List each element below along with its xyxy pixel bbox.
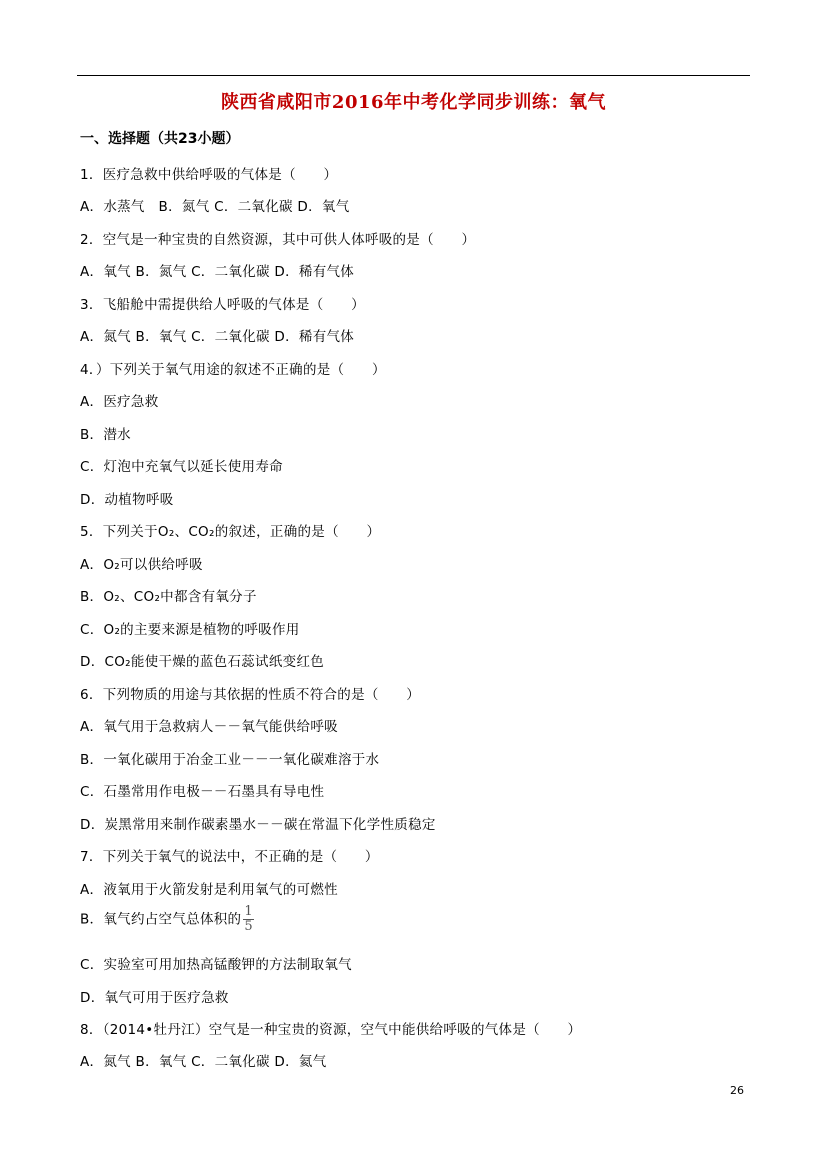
option-7d: D．氧气可用于医疗急救 <box>80 990 229 1006</box>
question-3: 3．飞船舱中需提供给人呼吸的气体是（ ） <box>80 297 365 313</box>
page-number: 26 <box>730 1084 744 1097</box>
document-title: 陕西省咸阳市2016年中考化学同步训练：氧气 <box>220 92 607 113</box>
fraction-denominator: 5 <box>244 919 253 934</box>
question-7: 7．下列关于氧气的说法中，不正确的是（ ） <box>80 849 379 865</box>
option-5a: A．O₂可以供给呼吸 <box>80 557 203 573</box>
option-7a: A．液氧用于火箭发射是利用氧气的可燃性 <box>80 882 338 898</box>
options-8: A．氮气 B．氧气 C．二氧化碳 D．氦气 <box>80 1054 327 1070</box>
option-6a: A．氧气用于急救病人－－氧气能供给呼吸 <box>80 719 338 735</box>
option-5d: D．CO₂能使干燥的蓝色石蕊试纸变红色 <box>80 654 325 670</box>
options-3: A．氮气 B．氧气 C．二氧化碳 D．稀有气体 <box>80 329 355 345</box>
option-4d: D．动植物呼吸 <box>80 492 174 508</box>
options-2: A．氧气 B．氮气 C．二氧化碳 D．稀有气体 <box>80 264 355 280</box>
option-4a: A．医疗急救 <box>80 394 159 410</box>
option-7b <box>80 905 254 934</box>
question-6: 6．下列物质的用途与其依据的性质不符合的是（ ） <box>80 687 421 703</box>
question-8: 8．（2014•牡丹江）空气是一种宝贵的资源，空气中能供给呼吸的气体是（ ） <box>80 1022 582 1038</box>
option-4b: B．潜水 <box>80 427 131 443</box>
section-heading: 一、选择题（共23小题） <box>80 131 240 147</box>
option-4c: C．灯泡中充氧气以延长使用寿命 <box>80 459 283 475</box>
option-7c: C．实验室可用加热高锰酸钾的方法制取氧气 <box>80 957 352 973</box>
question-5: 5．下列关于O₂、CO₂的叙述，正确的是（ ） <box>80 524 381 540</box>
question-1: 1．医疗急救中供给呼吸的气体是（ ） <box>80 167 338 183</box>
option-5b: B．O₂、CO₂中都含有氧分子 <box>80 589 257 605</box>
option-5c: C．O₂的主要来源是植物的呼吸作用 <box>80 622 300 638</box>
option-6c: C．石墨常用作电极－－石墨具有导电性 <box>80 784 325 800</box>
fraction-numerator: 1 <box>244 904 253 919</box>
header-rule <box>77 75 750 76</box>
option-6d: D．炭黑常用来制作碳素墨水－－碳在常温下化学性质稳定 <box>80 817 436 833</box>
option-6b: B．一氧化碳用于冶金工业－－一氧化碳难溶于水 <box>80 752 380 768</box>
options-1: A．水蒸气 B．氮气 C．二氧化碳 D．氧气 <box>80 199 350 215</box>
question-2: 2．空气是一种宝贵的自然资源，其中可供人体呼吸的是（ ） <box>80 232 476 248</box>
option-7b-text: B．氧气约占空气总体积的 <box>80 911 242 928</box>
question-4: 4．）下列关于氧气用途的叙述不正确的是（ ） <box>80 362 386 378</box>
fraction-one-fifth <box>243 905 254 934</box>
